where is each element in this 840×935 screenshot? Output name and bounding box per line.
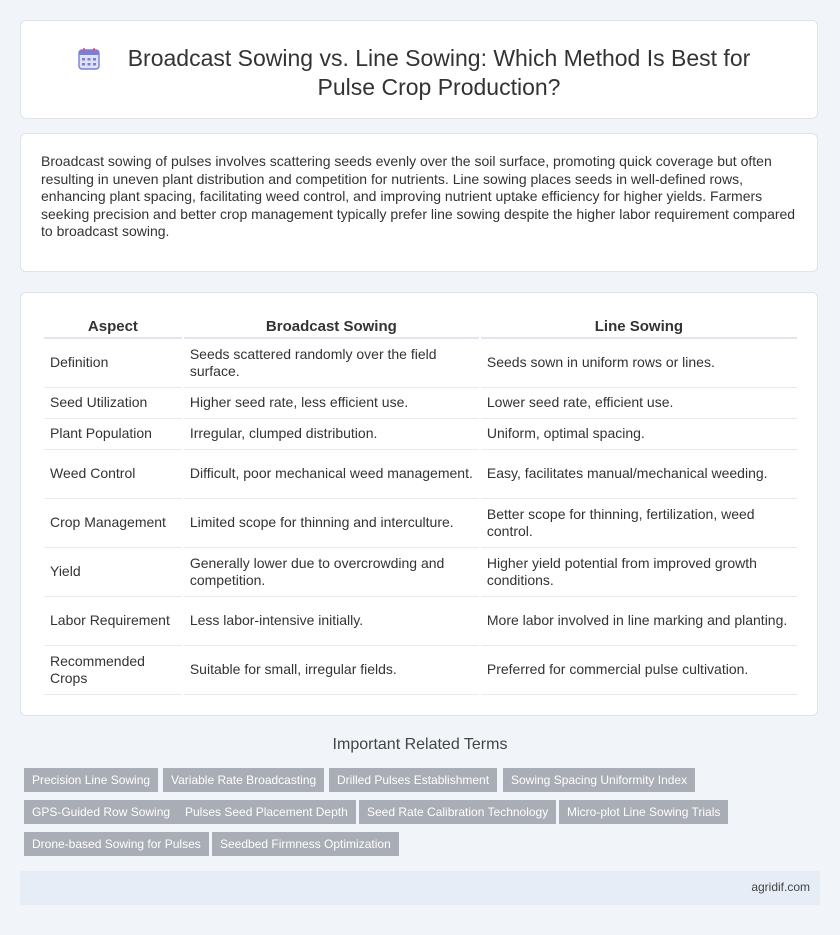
table-row [44,339,797,388]
related-term-tag[interactable]: GPS-Guided Row Sowing [24,800,178,824]
row-aspect: Crop Management [44,499,182,548]
related-term-tag[interactable]: Variable Rate Broadcasting [163,768,324,792]
row-aspect: Seed Utilization [44,388,182,419]
footer-site-link[interactable]: agridif.com [751,880,810,894]
row-line: Easy, facilitates manual/mechanical weeding. [481,450,797,499]
header-line-sowing: Line Sowing [481,315,797,339]
page-title: Broadcast Sowing vs. Line Sowing: Which Method Is Best for Pulse Crop Production? [127,45,751,100]
related-term-tag[interactable]: Seedbed Firmness Optimization [212,832,399,856]
row-line: Higher yield potential from improved growth conditions. [481,548,797,597]
row-broadcast: Limited scope for thinning and interculture. [184,499,479,548]
row-broadcast: Difficult, poor mechanical weed management. [184,450,479,499]
row-line: Lower seed rate, efficient use. [481,388,797,419]
related-term-tag[interactable]: Precision Line Sowing [24,768,158,792]
table-row [44,388,797,419]
title-card [20,20,818,119]
row-aspect: Weed Control [44,450,182,499]
intro-card [20,133,818,272]
table-row [44,419,797,450]
row-aspect: Plant Population [44,419,182,450]
related-term-tag[interactable]: Drilled Pulses Establishment [329,768,497,792]
row-line: Preferred for commercial pulse cultivation. [481,646,797,695]
row-broadcast: Higher seed rate, less efficient use. [184,388,479,419]
row-aspect: Definition [44,339,182,388]
row-broadcast: Seeds scattered randomly over the field surface. [184,339,479,388]
row-broadcast: Generally lower due to overcrowding and competition. [184,548,479,597]
table-row [44,548,797,597]
row-broadcast: Suitable for small, irregular fields. [184,646,479,695]
related-term-tag[interactable]: Seed Rate Calibration Technology [359,800,556,824]
table-row [44,499,797,548]
row-aspect: Recommended Crops [44,646,182,695]
footer [20,871,820,905]
row-aspect: Labor Requirement [44,597,182,646]
row-line: Uniform, optimal spacing. [481,419,797,450]
related-term-tag[interactable]: Sowing Spacing Uniformity Index [503,768,695,792]
table-row [44,597,797,646]
row-broadcast: Irregular, clumped distribution. [184,419,479,450]
comparison-card [20,292,818,716]
related-term-tag[interactable]: Micro-plot Line Sowing Trials [559,800,728,824]
row-aspect: Yield [44,548,182,597]
header-broadcast-sowing: Broadcast Sowing [184,315,479,339]
table-row [44,646,797,695]
row-line: Seeds sown in uniform rows or lines. [481,339,797,388]
table-header-row [44,315,797,339]
intro-paragraph: Broadcast sowing of pulses involves scattering seeds evenly over the soil surface, promoting quick coverage but often resulting in uneven plant distribution and competition for nutrients. Line sowing places seeds in well-defined rows, enhancing plant spacing, facilitating weed control, and improving nutrient uptake efficiency for higher yields. Farmers seeking precision and better crop management typically prefer line sowing despite the higher labor requirement compared to broadcast sowing. [41,153,796,240]
header-aspect: Aspect [44,315,182,339]
row-line: More labor involved in line marking and planting. [481,597,797,646]
row-broadcast: Less labor-intensive initially. [184,597,479,646]
row-line: Better scope for thinning, fertilization, weed control. [481,499,797,548]
table-row [44,450,797,499]
related-term-tag[interactable]: Drone-based Sowing for Pulses [24,832,209,856]
comparison-table [42,315,799,695]
related-terms-title: Important Related Terms [332,736,508,753]
related-term-tag[interactable]: Pulses Seed Placement Depth [177,800,356,824]
